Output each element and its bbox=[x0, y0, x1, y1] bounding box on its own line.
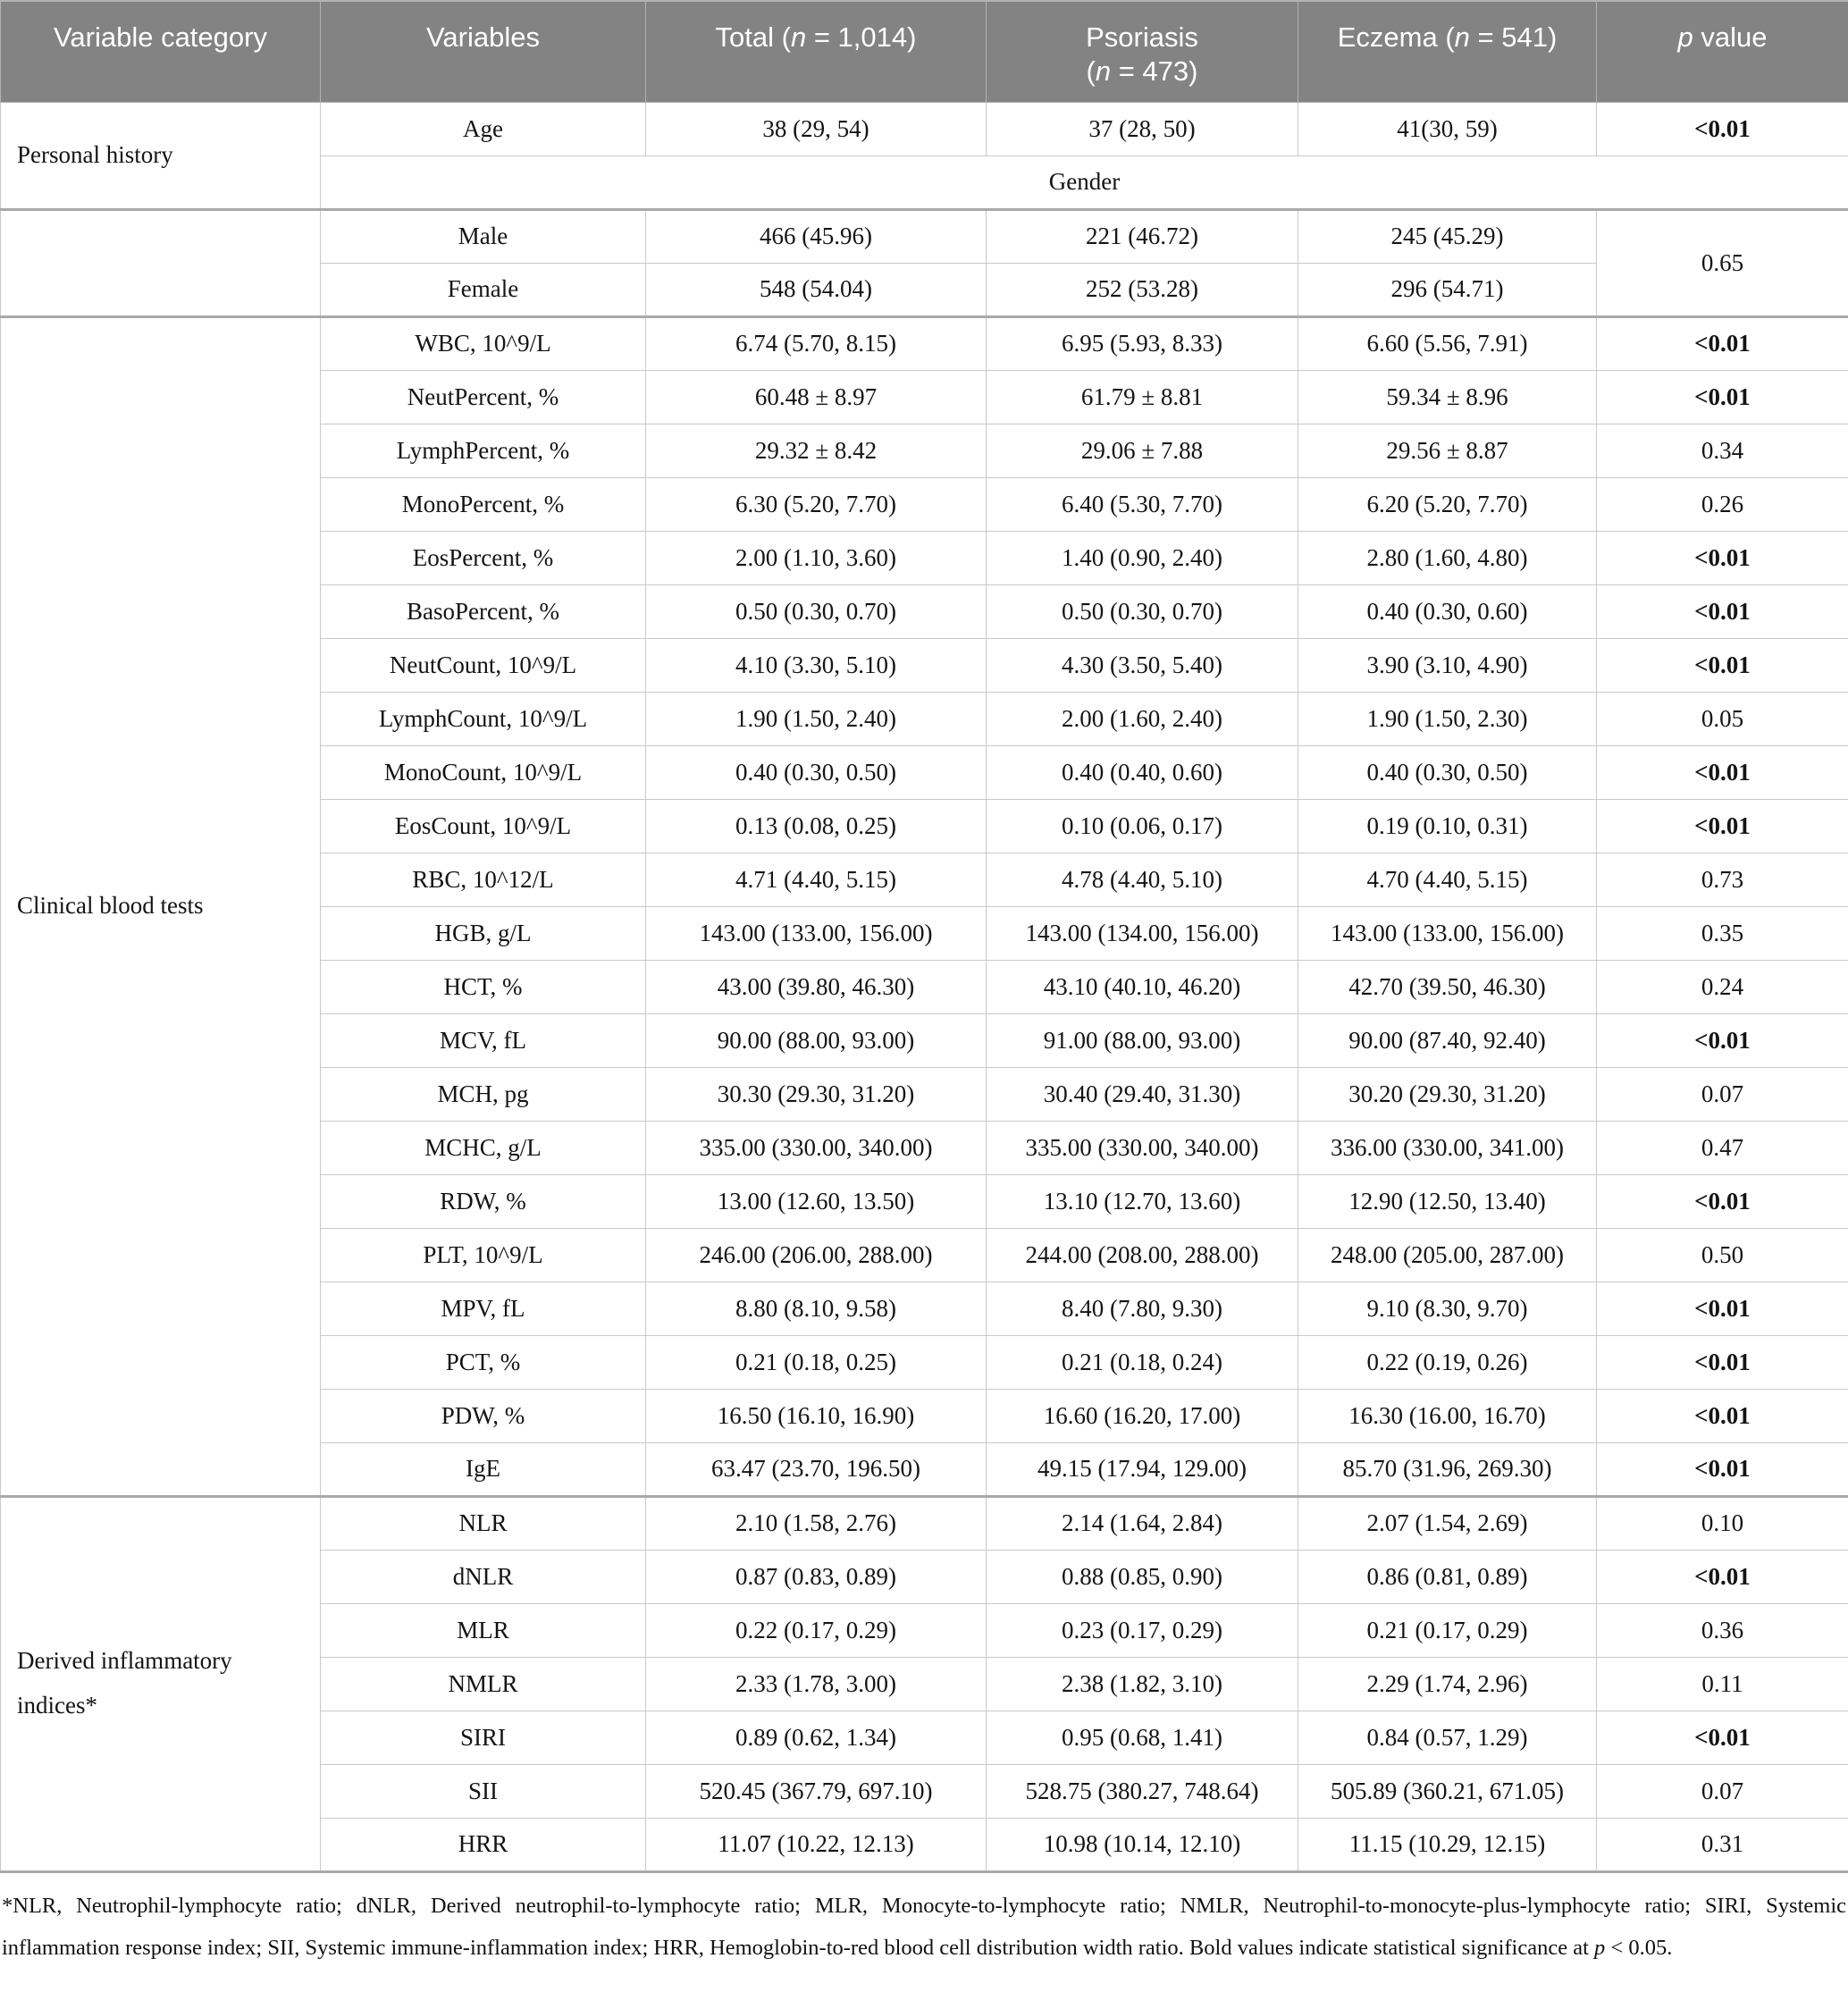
p-value-cell: <0.01 bbox=[1597, 370, 1848, 424]
value-cell-eczema: 296 (54.71) bbox=[1298, 263, 1597, 316]
value-cell-eczema: 2.07 (1.54, 2.69) bbox=[1298, 1496, 1597, 1550]
p-value-cell: 0.07 bbox=[1597, 1764, 1848, 1818]
value-cell-psoriasis: 2.14 (1.64, 2.84) bbox=[987, 1496, 1298, 1550]
value-cell-total: 143.00 (133.00, 156.00) bbox=[646, 906, 987, 960]
value-cell-eczema: 0.84 (0.57, 1.29) bbox=[1298, 1710, 1597, 1764]
value-cell-total: 6.30 (5.20, 7.70) bbox=[646, 477, 987, 531]
value-cell-psoriasis: 4.78 (4.40, 5.10) bbox=[987, 853, 1298, 906]
value-cell-psoriasis: 0.23 (0.17, 0.29) bbox=[987, 1603, 1298, 1657]
value-cell-total: 0.89 (0.62, 1.34) bbox=[646, 1710, 987, 1764]
value-cell-eczema: 85.70 (31.96, 269.30) bbox=[1298, 1442, 1597, 1496]
value-cell-total: 0.21 (0.18, 0.25) bbox=[646, 1335, 987, 1389]
table-row bbox=[1, 316, 1848, 370]
value-cell-psoriasis: 10.98 (10.14, 12.10) bbox=[987, 1818, 1298, 1871]
value-cell-psoriasis: 335.00 (330.00, 340.00) bbox=[987, 1121, 1298, 1174]
value-cell-eczema: 30.20 (29.30, 31.20) bbox=[1298, 1067, 1597, 1121]
p-value-cell: 0.07 bbox=[1597, 1067, 1848, 1121]
value-cell-total: 60.48 ± 8.97 bbox=[646, 370, 987, 424]
value-cell-total: 0.22 (0.17, 0.29) bbox=[646, 1603, 987, 1657]
variable-cell: IgE bbox=[321, 1442, 646, 1496]
value-cell-total: 2.33 (1.78, 3.00) bbox=[646, 1657, 987, 1710]
value-cell-eczema: 29.56 ± 8.87 bbox=[1298, 424, 1597, 477]
gender-span-cell: Gender bbox=[321, 155, 1848, 209]
value-cell-psoriasis: 244.00 (208.00, 288.00) bbox=[987, 1228, 1298, 1282]
variable-cell: MonoPercent, % bbox=[321, 477, 646, 531]
p-value-cell: 0.05 bbox=[1597, 692, 1848, 745]
value-cell-total: 30.30 (29.30, 31.20) bbox=[646, 1067, 987, 1121]
p-value-cell: <0.01 bbox=[1597, 1282, 1848, 1335]
p-value-cell: <0.01 bbox=[1597, 1174, 1848, 1228]
variable-cell: SII bbox=[321, 1764, 646, 1818]
p-value-cell: <0.01 bbox=[1597, 1710, 1848, 1764]
value-cell-psoriasis: 528.75 (380.27, 748.64) bbox=[987, 1764, 1298, 1818]
p-value-cell: <0.01 bbox=[1597, 316, 1848, 370]
value-cell-total: 335.00 (330.00, 340.00) bbox=[646, 1121, 987, 1174]
value-cell-psoriasis: 6.95 (5.93, 8.33) bbox=[987, 316, 1298, 370]
p-value-cell: <0.01 bbox=[1597, 1550, 1848, 1603]
variable-cell: NMLR bbox=[321, 1657, 646, 1710]
col-header-variable-category: Variable category bbox=[1, 1, 321, 102]
variable-cell: Female bbox=[321, 263, 646, 316]
value-cell-psoriasis: 0.40 (0.40, 0.60) bbox=[987, 745, 1298, 799]
p-value-cell: 0.47 bbox=[1597, 1121, 1848, 1174]
value-cell-psoriasis: 61.79 ± 8.81 bbox=[987, 370, 1298, 424]
value-cell-psoriasis: 2.00 (1.60, 2.40) bbox=[987, 692, 1298, 745]
p-value-cell: <0.01 bbox=[1597, 638, 1848, 692]
col-header-variables: Variables bbox=[321, 1, 646, 102]
variable-cell: NLR bbox=[321, 1496, 646, 1550]
p-value-cell: <0.01 bbox=[1597, 1013, 1848, 1067]
value-cell-eczema: 143.00 (133.00, 156.00) bbox=[1298, 906, 1597, 960]
value-cell-total: 4.71 (4.40, 5.15) bbox=[646, 853, 987, 906]
variable-cell: NeutPercent, % bbox=[321, 370, 646, 424]
value-cell-eczema: 6.60 (5.56, 7.91) bbox=[1298, 316, 1597, 370]
section-0 bbox=[1, 102, 1848, 209]
p-value-cell: 0.11 bbox=[1597, 1657, 1848, 1710]
p-value-cell: 0.35 bbox=[1597, 906, 1848, 960]
p-value-cell: <0.01 bbox=[1597, 1335, 1848, 1389]
variable-cell: EosCount, 10^9/L bbox=[321, 799, 646, 853]
p-value-cell: <0.01 bbox=[1597, 102, 1848, 155]
variable-cell: LymphPercent, % bbox=[321, 424, 646, 477]
variable-cell: LymphCount, 10^9/L bbox=[321, 692, 646, 745]
variable-cell: MCHC, g/L bbox=[321, 1121, 646, 1174]
col-header-total: Total (n = 1,014) bbox=[646, 1, 987, 102]
p-value-cell: 0.65 bbox=[1597, 209, 1848, 316]
value-cell-total: 13.00 (12.60, 13.50) bbox=[646, 1174, 987, 1228]
variable-cell: PLT, 10^9/L bbox=[321, 1228, 646, 1282]
value-cell-eczema: 0.86 (0.81, 0.89) bbox=[1298, 1550, 1597, 1603]
value-cell-total: 2.00 (1.10, 3.60) bbox=[646, 531, 987, 584]
col-header-eczema: Eczema (n = 541) bbox=[1298, 1, 1597, 102]
col-header-psoriasis: Psoriasis (n = 473) bbox=[987, 1, 1298, 102]
value-cell-psoriasis: 13.10 (12.70, 13.60) bbox=[987, 1174, 1298, 1228]
value-cell-eczema: 505.89 (360.21, 671.05) bbox=[1298, 1764, 1597, 1818]
value-cell-psoriasis: 1.40 (0.90, 2.40) bbox=[987, 531, 1298, 584]
value-cell-eczema: 42.70 (39.50, 46.30) bbox=[1298, 960, 1597, 1013]
section-3 bbox=[1, 1496, 1848, 1871]
variable-cell: PCT, % bbox=[321, 1335, 646, 1389]
variable-cell: SIRI bbox=[321, 1710, 646, 1764]
value-cell-eczema: 248.00 (205.00, 287.00) bbox=[1298, 1228, 1597, 1282]
value-cell-eczema: 245 (45.29) bbox=[1298, 209, 1597, 263]
value-cell-total: 2.10 (1.58, 2.76) bbox=[646, 1496, 987, 1550]
p-value-cell: <0.01 bbox=[1597, 1389, 1848, 1442]
category-cell: Personal history bbox=[1, 102, 321, 209]
value-cell-total: 548 (54.04) bbox=[646, 263, 987, 316]
value-cell-total: 466 (45.96) bbox=[646, 209, 987, 263]
variable-cell: EosPercent, % bbox=[321, 531, 646, 584]
value-cell-psoriasis: 29.06 ± 7.88 bbox=[987, 424, 1298, 477]
variable-cell: HGB, g/L bbox=[321, 906, 646, 960]
value-cell-psoriasis: 0.88 (0.85, 0.90) bbox=[987, 1550, 1298, 1603]
value-cell-psoriasis: 49.15 (17.94, 129.00) bbox=[987, 1442, 1298, 1496]
value-cell-psoriasis: 8.40 (7.80, 9.30) bbox=[987, 1282, 1298, 1335]
value-cell-eczema: 0.21 (0.17, 0.29) bbox=[1298, 1603, 1597, 1657]
value-cell-eczema: 90.00 (87.40, 92.40) bbox=[1298, 1013, 1597, 1067]
variable-cell: Male bbox=[321, 209, 646, 263]
table-row bbox=[1, 102, 1848, 155]
value-cell-total: 6.74 (5.70, 8.15) bbox=[646, 316, 987, 370]
value-cell-eczema: 2.80 (1.60, 4.80) bbox=[1298, 531, 1597, 584]
value-cell-eczema: 6.20 (5.20, 7.70) bbox=[1298, 477, 1597, 531]
col-header-p-value: p value bbox=[1597, 1, 1848, 102]
value-cell-eczema: 336.00 (330.00, 341.00) bbox=[1298, 1121, 1597, 1174]
value-cell-eczema: 59.34 ± 8.96 bbox=[1298, 370, 1597, 424]
variable-cell: NeutCount, 10^9/L bbox=[321, 638, 646, 692]
variable-cell: MCV, fL bbox=[321, 1013, 646, 1067]
value-cell-total: 38 (29, 54) bbox=[646, 102, 987, 155]
value-cell-eczema: 16.30 (16.00, 16.70) bbox=[1298, 1389, 1597, 1442]
value-cell-eczema: 41(30, 59) bbox=[1298, 102, 1597, 155]
value-cell-eczema: 2.29 (1.74, 2.96) bbox=[1298, 1657, 1597, 1710]
value-cell-total: 0.87 (0.83, 0.89) bbox=[646, 1550, 987, 1603]
value-cell-total: 43.00 (39.80, 46.30) bbox=[646, 960, 987, 1013]
value-cell-total: 0.13 (0.08, 0.25) bbox=[646, 799, 987, 853]
category-cell bbox=[1, 209, 321, 316]
category-cell: Derived inflammatory indices* bbox=[1, 1496, 321, 1871]
value-cell-total: 11.07 (10.22, 12.13) bbox=[646, 1818, 987, 1871]
variable-cell: HCT, % bbox=[321, 960, 646, 1013]
p-value-cell: 0.31 bbox=[1597, 1818, 1848, 1871]
p-value-cell: 0.10 bbox=[1597, 1496, 1848, 1550]
p-value-cell: <0.01 bbox=[1597, 799, 1848, 853]
p-value-cell: 0.26 bbox=[1597, 477, 1848, 531]
value-cell-eczema: 9.10 (8.30, 9.70) bbox=[1298, 1282, 1597, 1335]
value-cell-total: 0.50 (0.30, 0.70) bbox=[646, 584, 987, 638]
p-value-cell: 0.36 bbox=[1597, 1603, 1848, 1657]
value-cell-total: 0.40 (0.30, 0.50) bbox=[646, 745, 987, 799]
table-row bbox=[1, 209, 1848, 263]
value-cell-eczema: 3.90 (3.10, 4.90) bbox=[1298, 638, 1597, 692]
variable-cell: MCH, pg bbox=[321, 1067, 646, 1121]
p-value-cell: 0.50 bbox=[1597, 1228, 1848, 1282]
variable-cell: HRR bbox=[321, 1818, 646, 1871]
value-cell-total: 520.45 (367.79, 697.10) bbox=[646, 1764, 987, 1818]
value-cell-eczema: 0.19 (0.10, 0.31) bbox=[1298, 799, 1597, 853]
variable-cell: Age bbox=[321, 102, 646, 155]
value-cell-total: 29.32 ± 8.42 bbox=[646, 424, 987, 477]
p-value-cell: <0.01 bbox=[1597, 745, 1848, 799]
value-cell-psoriasis: 6.40 (5.30, 7.70) bbox=[987, 477, 1298, 531]
p-value-cell: <0.01 bbox=[1597, 1442, 1848, 1496]
value-cell-eczema: 4.70 (4.40, 5.15) bbox=[1298, 853, 1597, 906]
variable-cell: BasoPercent, % bbox=[321, 584, 646, 638]
value-cell-total: 246.00 (206.00, 288.00) bbox=[646, 1228, 987, 1282]
header-row bbox=[1, 1, 1848, 102]
value-cell-psoriasis: 43.10 (40.10, 46.20) bbox=[987, 960, 1298, 1013]
value-cell-eczema: 0.40 (0.30, 0.60) bbox=[1298, 584, 1597, 638]
value-cell-total: 4.10 (3.30, 5.10) bbox=[646, 638, 987, 692]
value-cell-eczema: 1.90 (1.50, 2.30) bbox=[1298, 692, 1597, 745]
value-cell-eczema: 0.40 (0.30, 0.50) bbox=[1298, 745, 1597, 799]
value-cell-eczema: 11.15 (10.29, 12.15) bbox=[1298, 1818, 1597, 1871]
value-cell-psoriasis: 91.00 (88.00, 93.00) bbox=[987, 1013, 1298, 1067]
variable-cell: MPV, fL bbox=[321, 1282, 646, 1335]
p-value-cell: 0.73 bbox=[1597, 853, 1848, 906]
value-cell-psoriasis: 37 (28, 50) bbox=[987, 102, 1298, 155]
value-cell-psoriasis: 0.10 (0.06, 0.17) bbox=[987, 799, 1298, 853]
section-2 bbox=[1, 316, 1848, 1496]
variable-cell: RBC, 10^12/L bbox=[321, 853, 646, 906]
value-cell-total: 16.50 (16.10, 16.90) bbox=[646, 1389, 987, 1442]
table-row bbox=[1, 1496, 1848, 1550]
value-cell-psoriasis: 252 (53.28) bbox=[987, 263, 1298, 316]
value-cell-eczema: 0.22 (0.19, 0.26) bbox=[1298, 1335, 1597, 1389]
value-cell-psoriasis: 0.50 (0.30, 0.70) bbox=[987, 584, 1298, 638]
variable-cell: WBC, 10^9/L bbox=[321, 316, 646, 370]
variable-cell: PDW, % bbox=[321, 1389, 646, 1442]
value-cell-psoriasis: 143.00 (134.00, 156.00) bbox=[987, 906, 1298, 960]
p-value-cell: <0.01 bbox=[1597, 531, 1848, 584]
value-cell-total: 1.90 (1.50, 2.40) bbox=[646, 692, 987, 745]
value-cell-psoriasis: 221 (46.72) bbox=[987, 209, 1298, 263]
value-cell-psoriasis: 30.40 (29.40, 31.30) bbox=[987, 1067, 1298, 1121]
value-cell-psoriasis: 4.30 (3.50, 5.40) bbox=[987, 638, 1298, 692]
value-cell-psoriasis: 16.60 (16.20, 17.00) bbox=[987, 1389, 1298, 1442]
variable-cell: RDW, % bbox=[321, 1174, 646, 1228]
table-footnote: *NLR, Neutrophil-lymphocyte ratio; dNLR, Derived neutrophil-to-lymphocyte ratio; MLR, Monocyte-to-lymphocyte ratio; NMLR, Neutrophil-to-monocyte-plus-lymphocyte ratio; SIRI, Systemic inflammation response index; SII, Systemic immune-inflammation index; HRR, Hemoglobin-to-red blood cell distribution width ratio. Bold values indicate statistical significance at p < 0.05. bbox=[2, 1893, 1846, 1960]
p-value-cell: 0.24 bbox=[1597, 960, 1848, 1013]
variable-cell: MLR bbox=[321, 1603, 646, 1657]
table-header bbox=[1, 1, 1848, 102]
value-cell-psoriasis: 0.95 (0.68, 1.41) bbox=[987, 1710, 1298, 1764]
section-1 bbox=[1, 209, 1848, 316]
value-cell-total: 90.00 (88.00, 93.00) bbox=[646, 1013, 987, 1067]
value-cell-eczema: 12.90 (12.50, 13.40) bbox=[1298, 1174, 1597, 1228]
variable-cell: MonoCount, 10^9/L bbox=[321, 745, 646, 799]
value-cell-total: 8.80 (8.10, 9.58) bbox=[646, 1282, 987, 1335]
variable-cell: dNLR bbox=[321, 1550, 646, 1603]
category-cell: Clinical blood tests bbox=[1, 316, 321, 1496]
p-value-cell: 0.34 bbox=[1597, 424, 1848, 477]
value-cell-psoriasis: 0.21 (0.18, 0.24) bbox=[987, 1335, 1298, 1389]
p-value-cell: <0.01 bbox=[1597, 584, 1848, 638]
value-cell-psoriasis: 2.38 (1.82, 3.10) bbox=[987, 1657, 1298, 1710]
value-cell-total: 63.47 (23.70, 196.50) bbox=[646, 1442, 987, 1496]
